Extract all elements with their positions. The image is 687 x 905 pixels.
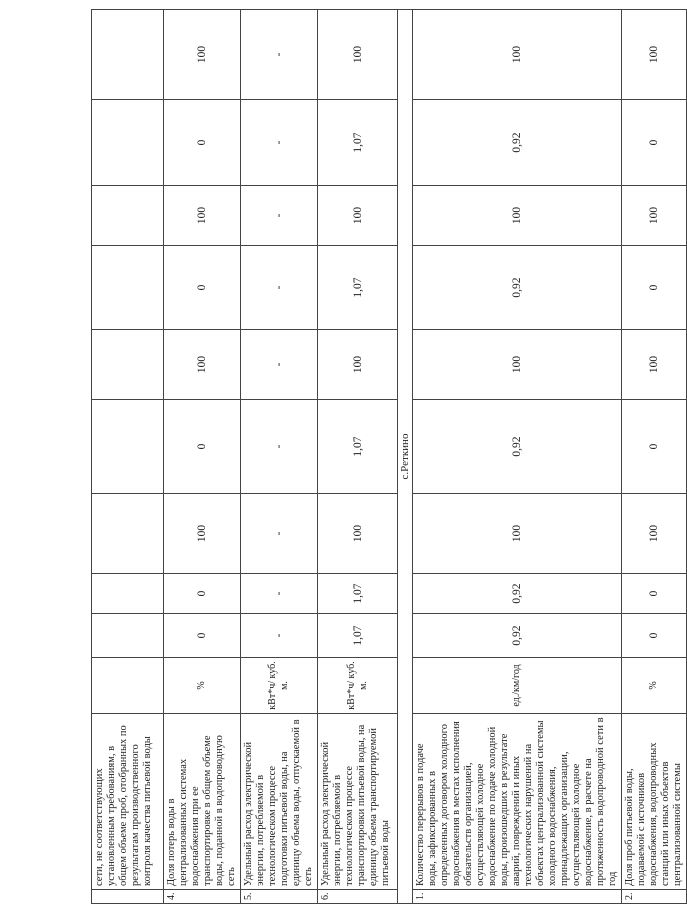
value-cell: - — [241, 330, 318, 400]
value-cell: 1,07 — [318, 614, 398, 658]
value-cell: 0 — [622, 246, 687, 330]
value-cell: 0,92 — [413, 614, 622, 658]
value-cell — [92, 494, 164, 574]
value-cell: 100 — [413, 186, 622, 246]
value-cell: 100 — [318, 494, 398, 574]
value-cell — [92, 400, 164, 494]
indicators-table — [91, 9, 687, 904]
value-cell: 100 — [164, 10, 241, 100]
row-index: 5. — [241, 890, 318, 904]
value-cell: 1,07 — [318, 574, 398, 614]
value-cell — [92, 330, 164, 400]
value-cell: - — [241, 400, 318, 494]
value-cell: - — [241, 494, 318, 574]
value-cell — [92, 10, 164, 100]
value-cell: 100 — [318, 186, 398, 246]
row-index: 4. — [164, 890, 241, 904]
value-cell: 0 — [164, 400, 241, 494]
row-index: 2. — [622, 890, 687, 904]
value-cell: 0 — [622, 400, 687, 494]
indicator-name: Удельный расход электрической энергии, потребляемой в технологическом процессе транспортировки питьевой воды, на единицу объема транспортируемой питьевой воды — [318, 714, 398, 890]
table-row — [164, 10, 241, 904]
section-title: с.Реткино — [398, 10, 413, 904]
value-cell: 100 — [413, 10, 622, 100]
table-row — [622, 10, 687, 904]
table-row — [241, 10, 318, 904]
value-cell: 100 — [164, 330, 241, 400]
table-row — [318, 10, 398, 904]
unit-cell: % — [622, 658, 687, 714]
value-cell: 0,92 — [413, 246, 622, 330]
value-cell: - — [241, 614, 318, 658]
unit-cell: кВт*ч/ куб. м. — [241, 658, 318, 714]
table-row — [413, 10, 622, 904]
value-cell — [92, 186, 164, 246]
value-cell: 100 — [164, 186, 241, 246]
value-cell: 0,92 — [413, 574, 622, 614]
indicator-name: Доля проб питьевой воды, подаваемой с источников водоснабжения, водопроводных станций или иных объектов централизованной системы — [622, 714, 687, 890]
value-cell: 100 — [318, 10, 398, 100]
value-cell: 100 — [413, 330, 622, 400]
value-cell: - — [241, 100, 318, 186]
value-cell: 0 — [622, 574, 687, 614]
value-cell: 100 — [318, 330, 398, 400]
value-cell: 0 — [622, 614, 687, 658]
value-cell: 100 — [622, 494, 687, 574]
value-cell: 100 — [622, 10, 687, 100]
unit-cell: % — [164, 658, 241, 714]
value-cell: - — [241, 186, 318, 246]
value-cell: - — [241, 246, 318, 330]
value-cell: 0 — [164, 614, 241, 658]
value-cell: 0,92 — [413, 100, 622, 186]
value-cell: 100 — [164, 494, 241, 574]
indicator-name: Количество перерывов в подаче воды, зафиксированных в определенных договором холодного водоснабжения в местах исполнения обязательств организацией, осуществляющей холодное водоснабжение по подаче холодной воды, произошедших в результате аварий, повреждений и иных технологических нарушений на объектах централизованной системы холодного водоснабжения, принадлежащих организации, осуществляющей холодное водоснабжение, в расчете на протяженность водопроводной сети в год — [413, 714, 622, 890]
value-cell: 0 — [164, 100, 241, 186]
value-cell — [92, 614, 164, 658]
value-cell: 100 — [413, 494, 622, 574]
value-cell: 1,07 — [318, 400, 398, 494]
value-cell — [92, 574, 164, 614]
indicator-name: сети, не соответствующих установленным требованиям, в общем объеме проб, отобранных по результатам производственного контроля качества питьевой воды — [92, 714, 164, 890]
row-index — [92, 890, 164, 904]
indicator-name: Удельный расход электрической энергии, потребляемой в технологическом процессе подготовки питьевой воды, на единицу объема воды, отпускаемой в сеть — [241, 714, 318, 890]
value-cell: 0 — [164, 574, 241, 614]
value-cell: 0 — [164, 246, 241, 330]
indicators-table-rotated — [91, 18, 683, 904]
value-cell: 100 — [622, 330, 687, 400]
section-row — [398, 10, 413, 904]
row-index: 1. — [413, 890, 622, 904]
value-cell — [92, 246, 164, 330]
indicator-name: Доля потерь воды в централизованных системах водоснабжения при ее транспортировке в общем объеме воды, поданной в водопроводную сеть — [164, 714, 241, 890]
value-cell: 0,92 — [413, 400, 622, 494]
row-index: 6. — [318, 890, 398, 904]
unit-cell: кВт*ч/ куб. м. — [318, 658, 398, 714]
value-cell: 0 — [622, 100, 687, 186]
unit-cell — [92, 658, 164, 714]
table-row — [92, 10, 164, 904]
value-cell: 100 — [622, 186, 687, 246]
value-cell: 1,07 — [318, 100, 398, 186]
value-cell: - — [241, 574, 318, 614]
value-cell: - — [241, 10, 318, 100]
value-cell — [92, 100, 164, 186]
value-cell: 1,07 — [318, 246, 398, 330]
unit-cell: ед./км/год — [413, 658, 622, 714]
